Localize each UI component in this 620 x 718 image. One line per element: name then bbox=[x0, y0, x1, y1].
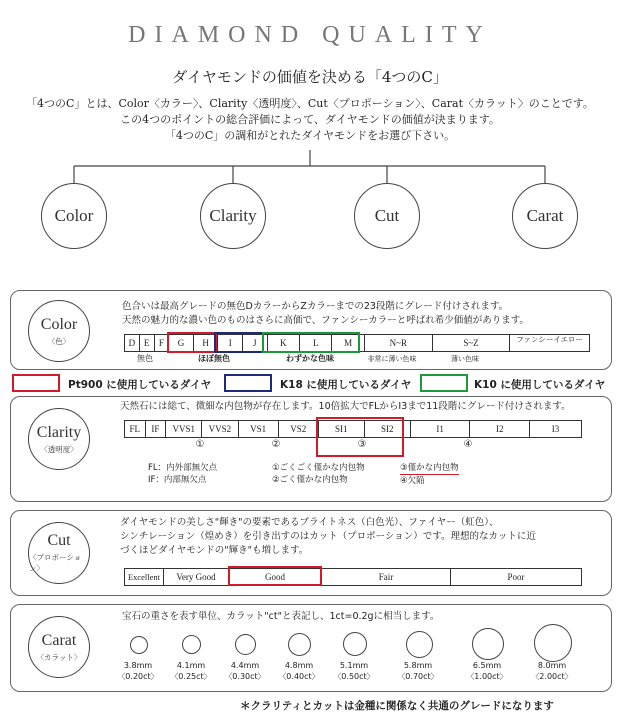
color-badge-sub: 〈色〉 bbox=[47, 336, 71, 346]
grade-cell: I3 bbox=[551, 424, 560, 434]
diamond-icon bbox=[534, 624, 572, 662]
grade-cell: M bbox=[332, 335, 364, 351]
note-line: FL：内外部無欠点 bbox=[148, 463, 218, 473]
grade-cell: VVS1 bbox=[166, 421, 202, 437]
grade-cell: SI1 bbox=[319, 421, 365, 437]
size-ct: 〈0.25ct〉 bbox=[170, 672, 212, 681]
carat-badge-title: Carat bbox=[41, 631, 77, 649]
size-mm: 5.1mm bbox=[339, 661, 369, 670]
size-mm: 4.4mm bbox=[230, 661, 260, 670]
cut-badge-sub: 〈プロポーション〉 bbox=[29, 553, 82, 573]
group-label: 非常に薄い色味 bbox=[367, 355, 417, 363]
carat-badge-sub: 〈カラット〉 bbox=[36, 652, 82, 662]
clarity-badge-sub: 〈透明度〉 bbox=[40, 444, 78, 454]
desc-line: ダイヤモンドの美しさ"輝き"の要素であるブライトネス（白色光）、ファイヤー（虹色）、 bbox=[120, 517, 499, 528]
intro-line: 「4つのC」とは、Color〈カラー〉、Clarity〈透明度〉、Cut〈プロポーション〉、Carat〈カラット〉のことです。 bbox=[26, 97, 594, 110]
color-description bbox=[122, 300, 602, 328]
carat-size-label bbox=[329, 660, 379, 682]
k18-legend-label: K18 に使用しているダイヤ bbox=[280, 379, 412, 391]
clarity-badge-title: Clarity bbox=[36, 423, 82, 441]
grade-cell: I1 bbox=[411, 421, 471, 437]
size-mm: 5.8mm bbox=[403, 661, 433, 670]
clarity-label: Clarity bbox=[209, 206, 257, 225]
cut-description bbox=[120, 516, 610, 558]
diamond-icon bbox=[343, 632, 367, 656]
size-ct: 〈1.00ct〉 bbox=[466, 672, 508, 681]
clarity-notes-right-a bbox=[272, 462, 365, 486]
page-subtitle: ダイヤモンドの価値を決める「4つのC」 bbox=[172, 68, 448, 86]
k10-highlight bbox=[262, 332, 360, 353]
desc-line: 天然の魅力的な濃い色のものはさらに高価で、ファンシーカラーと呼ばれ希少価値があります。 bbox=[122, 315, 529, 326]
grade-cell: VS1 bbox=[239, 421, 279, 437]
group-mark: ④ bbox=[463, 439, 473, 450]
grade-cell: Excellent bbox=[125, 569, 164, 585]
clarity-notes-left bbox=[148, 462, 217, 486]
pt900-legend-label: Pt900 に使用しているダイヤ bbox=[68, 379, 212, 391]
clarity-notes-right-b bbox=[400, 462, 459, 487]
group-label: わずかな色味 bbox=[286, 354, 334, 363]
carat-description: 宝石の重さを表す単位、カラット"ct"と表記し、1ct=0.2gに相当します。 bbox=[122, 611, 440, 622]
grade-cell: K bbox=[268, 335, 300, 351]
grade-cell: N~R bbox=[365, 335, 433, 351]
diamond-icon bbox=[130, 636, 148, 654]
carat-size-label bbox=[113, 660, 163, 682]
intro-line: 「4つのC」の調和がとれたダイヤモンドをお選び下さい。 bbox=[164, 129, 456, 142]
size-mm: 4.1mm bbox=[176, 661, 206, 670]
size-ct: 〈0.50ct〉 bbox=[333, 672, 375, 681]
grade-cell: J bbox=[243, 335, 268, 351]
desc-line: 色合いは最高グレードの無色DカラーからZカラーまでの23段階にグレード付けされます。 bbox=[122, 301, 509, 312]
grade-cell: FL bbox=[125, 421, 146, 437]
clarity-description: 天然石には総て、微細な内包物が存在します。10倍拡大でFLからI3まで11段階にグレード付けされます。 bbox=[120, 401, 571, 412]
carat-size-label bbox=[527, 660, 577, 682]
cut-highlight bbox=[228, 566, 322, 586]
cut-label: Cut bbox=[374, 206, 400, 225]
grade-cell: Very Good bbox=[164, 569, 229, 585]
carat-circle bbox=[512, 183, 578, 249]
diamond-icon bbox=[406, 631, 433, 658]
grade-cell: ファンシーイエロー bbox=[516, 335, 584, 344]
pt900-highlight bbox=[167, 332, 217, 353]
carat-label: Carat bbox=[526, 206, 564, 225]
group-mark: ① bbox=[195, 439, 205, 450]
grade-cell: E bbox=[140, 335, 155, 351]
desc-line: づくほどダイヤモンドの"輝き"も増します。 bbox=[120, 545, 309, 556]
carat-size-label bbox=[220, 660, 270, 682]
cut-grade-scale bbox=[124, 568, 582, 586]
grade-cell: F bbox=[155, 335, 170, 351]
diamond-icon bbox=[182, 635, 201, 654]
grade-cell: VVS2 bbox=[202, 421, 238, 437]
color-badge bbox=[28, 300, 90, 362]
color-badge-title: Color bbox=[40, 315, 78, 333]
note-line: ④欠陥 bbox=[400, 476, 425, 486]
clarity-badge bbox=[28, 408, 90, 470]
grade-cell: S~Z bbox=[433, 335, 511, 351]
k18-highlight bbox=[214, 332, 264, 353]
group-mark: ③ bbox=[357, 439, 367, 450]
tree-connector bbox=[0, 148, 620, 188]
group-mark: ② bbox=[271, 439, 281, 450]
size-ct: 〈0.20ct〉 bbox=[117, 672, 159, 681]
grade-cell: Good bbox=[229, 569, 322, 585]
clarity-circle bbox=[200, 183, 266, 249]
size-mm: 8.0mm bbox=[537, 661, 567, 670]
size-ct: 〈0.70ct〉 bbox=[397, 672, 439, 681]
grade-cell: Fair bbox=[322, 569, 451, 585]
intro-text bbox=[0, 96, 620, 144]
cut-badge bbox=[28, 522, 90, 584]
size-mm: 3.8mm bbox=[123, 661, 153, 670]
diamond-icon bbox=[288, 633, 311, 656]
note-line: ①ごくごく僅かな内包物 bbox=[272, 463, 365, 473]
k10-legend-swatch bbox=[420, 374, 468, 392]
note-line: IF：内部無欠点 bbox=[148, 475, 207, 485]
grade-cell: G bbox=[169, 335, 194, 351]
carat-size-label bbox=[274, 660, 324, 682]
page-title: DIAMOND QUALITY bbox=[128, 22, 492, 48]
group-label: 無色 bbox=[137, 354, 153, 363]
grade-cell: IF bbox=[146, 421, 167, 437]
cut-badge-title: Cut bbox=[47, 532, 71, 549]
size-mm: 6.5mm bbox=[472, 661, 502, 670]
k18-legend-swatch bbox=[224, 374, 272, 392]
grade-cell: D bbox=[125, 335, 140, 351]
grade-cell: SI2 bbox=[365, 421, 411, 437]
clarity-highlight bbox=[316, 417, 404, 457]
grade-cell: I2 bbox=[470, 421, 530, 437]
k10-legend-label: K10 に使用しているダイヤ bbox=[474, 379, 606, 391]
grade-cell: I bbox=[218, 335, 243, 351]
pt900-legend-swatch bbox=[12, 374, 60, 392]
color-circle bbox=[41, 183, 107, 249]
diamond-icon bbox=[235, 634, 256, 655]
grade-cell: Poor bbox=[507, 572, 525, 582]
carat-size-label bbox=[393, 660, 443, 682]
grade-cell: VS2 bbox=[279, 421, 319, 437]
color-label: Color bbox=[54, 206, 94, 225]
size-ct: 〈0.30ct〉 bbox=[224, 672, 266, 681]
group-label: 薄い色味 bbox=[451, 355, 479, 363]
footer-note: ＊クラリティとカットは金種に関係なく共通のグレードになります bbox=[240, 700, 554, 712]
carat-size-label bbox=[166, 660, 216, 682]
carat-badge bbox=[28, 616, 90, 678]
note-line: ③僅かな内包物 bbox=[400, 463, 459, 473]
intro-line: この4つのポイントの総合評価によって、ダイヤモンドの価値が決まります。 bbox=[120, 113, 500, 126]
grade-cell: L bbox=[300, 335, 332, 351]
grade-cell: H bbox=[194, 335, 219, 351]
carat-size-label bbox=[462, 660, 512, 682]
size-mm: 4.8mm bbox=[284, 661, 314, 670]
desc-line: シンチレーション（煌めき）を引き出すのはカット（プロポーション）です。理想的なカットに近 bbox=[120, 531, 536, 542]
size-ct: 〈0.40ct〉 bbox=[278, 672, 320, 681]
size-ct: 〈2.00ct〉 bbox=[531, 672, 573, 681]
group-label: ほぼ無色 bbox=[198, 354, 230, 363]
diamond-icon bbox=[472, 628, 504, 660]
note-line: ②ごく僅かな内包物 bbox=[272, 475, 348, 485]
cut-circle bbox=[354, 183, 420, 249]
